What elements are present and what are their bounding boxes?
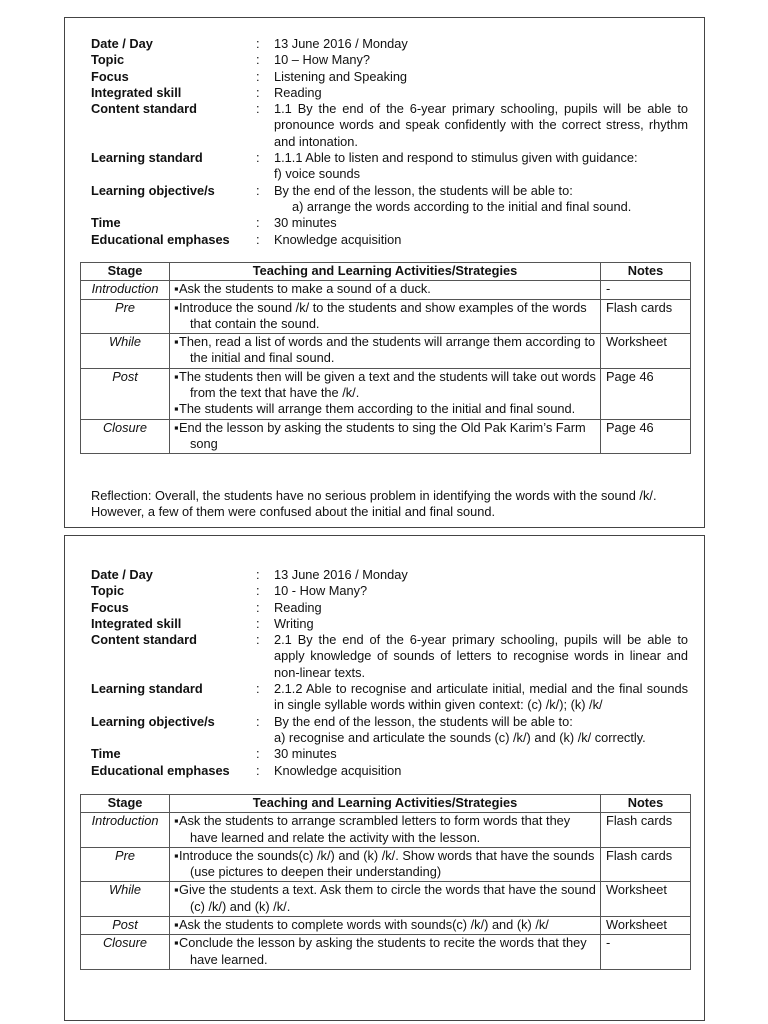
colon: :	[256, 68, 260, 84]
skill-value: Writing	[274, 615, 314, 631]
stage-cell: Introduction	[81, 281, 170, 299]
objective-line: a) arrange the words according to the initial and final sound.	[292, 198, 632, 214]
bullet-icon: ▪	[174, 935, 179, 951]
activity-item	[172, 401, 598, 417]
colon: :	[256, 36, 260, 51]
colon: :	[256, 215, 260, 231]
colon: :	[256, 182, 260, 198]
notes-cell: Page 46	[601, 368, 691, 419]
colon: :	[256, 52, 260, 68]
focus-label: Focus	[91, 599, 129, 615]
content-standard-label: Content standard	[91, 101, 197, 117]
plan-details	[91, 567, 688, 779]
activity-cell	[170, 368, 601, 419]
emphases-label: Educational emphases	[91, 762, 230, 778]
time-row	[91, 215, 688, 231]
topic-row	[91, 52, 688, 68]
focus-row	[91, 600, 688, 616]
notes-header: Notes	[601, 795, 691, 813]
colon: :	[256, 713, 260, 729]
date-row	[91, 567, 688, 583]
notes-cell: Worksheet	[601, 882, 691, 917]
activities-header: Teaching and Learning Activities/Strategies	[170, 263, 601, 281]
activity-text: The students then will be given a text and the students will take out words from the text that have the /k/.	[179, 368, 596, 401]
activity-text: The students will arrange them according to the initial and final sound.	[179, 401, 576, 417]
objective-line: By the end of the lesson, the students will be able to:	[274, 713, 573, 729]
date-label: Date / Day	[91, 36, 153, 51]
activity-cell	[170, 299, 601, 334]
stage-cell: While	[81, 334, 170, 369]
date-label: Date / Day	[91, 567, 153, 582]
bullet-icon: ▪	[174, 281, 179, 297]
activity-cell	[170, 813, 601, 848]
table-row	[81, 334, 691, 369]
table-header-row	[81, 795, 691, 813]
colon: :	[256, 681, 260, 697]
activity-text: Introduce the sounds(c) /k/) and (k) /k/. Show words that have the sounds (use pictures to deepen their understanding)	[179, 847, 595, 880]
notes-cell: -	[601, 935, 691, 970]
notes-cell: Page 46	[601, 419, 691, 454]
notes-header: Notes	[601, 263, 691, 281]
objective-line: a) recognise and articulate the sounds (c) /k/) and (k) /k/ correctly.	[274, 729, 646, 745]
activity-item	[172, 917, 598, 933]
learning-standard-label: Learning standard	[91, 150, 203, 166]
skill-label: Integrated skill	[91, 615, 182, 631]
activity-text: End the lesson by asking the students to sing the Old Pak Karim’s Farm song	[179, 419, 586, 451]
colon: :	[256, 583, 260, 599]
learning-standard-value	[274, 150, 688, 183]
lesson-plan-2	[64, 535, 705, 1021]
focus-row	[91, 69, 688, 85]
colon: :	[256, 101, 260, 117]
time-value: 30 minutes	[274, 215, 337, 231]
activity-item	[172, 935, 598, 968]
time-label: Time	[91, 746, 121, 762]
table-row	[81, 281, 691, 299]
stage-cell: Closure	[81, 419, 170, 454]
stage-cell: Pre	[81, 299, 170, 334]
skill-value: Reading	[274, 84, 322, 100]
activity-text: Conclude the lesson by asking the students to recite the words that they have learned.	[179, 935, 587, 967]
colon: :	[256, 231, 260, 247]
time-value: 30 minutes	[274, 746, 337, 762]
bullet-icon: ▪	[174, 401, 179, 417]
activity-text: Then, read a list of words and the students will arrange them according to the initial and final sound.	[179, 334, 596, 366]
bullet-icon: ▪	[174, 419, 179, 435]
table-row	[81, 813, 691, 848]
notes-cell: Worksheet	[601, 334, 691, 369]
stage-cell: Introduction	[81, 813, 170, 848]
bullet-icon: ▪	[174, 847, 179, 863]
content-standard-row	[91, 632, 688, 681]
table-row	[81, 917, 691, 935]
content-standard-value: 2.1 By the end of the 6-year primary schooling, pupils will be able to apply knowledge of sounds of letters to recognise words in linear and non-linear texts.	[274, 632, 688, 680]
emphases-row	[91, 763, 688, 779]
colon: :	[256, 599, 260, 615]
colon: :	[256, 762, 260, 778]
table-row	[81, 847, 691, 882]
activity-cell	[170, 917, 601, 935]
stage-cell: Closure	[81, 935, 170, 970]
bullet-icon: ▪	[174, 368, 179, 384]
focus-label: Focus	[91, 68, 129, 84]
notes-cell: -	[601, 281, 691, 299]
objective-value	[274, 714, 688, 747]
colon: :	[256, 567, 260, 582]
activity-item	[172, 848, 598, 881]
activity-item	[172, 334, 598, 367]
time-row	[91, 746, 688, 762]
time-label: Time	[91, 215, 121, 231]
skill-row	[91, 85, 688, 101]
reflection-text: Reflection: Overall, the students have no serious problem in identifying the words with the sound /k/. However, a few of them were confused about the initial and final sound.	[91, 488, 657, 520]
objective-row	[91, 714, 688, 747]
activity-cell	[170, 334, 601, 369]
emphases-value: Knowledge acquisition	[274, 231, 402, 247]
content-standard-value: 1.1 By the end of the 6-year primary schooling, pupils will be able to pronounce words and speak confidently with the correct stress, rhythm and intonation.	[274, 101, 688, 149]
date-value: 13 June 2016 / Monday	[274, 36, 408, 51]
stage-cell: Pre	[81, 847, 170, 882]
lesson-plan-1	[64, 17, 705, 528]
table-row	[81, 368, 691, 419]
topic-row	[91, 583, 688, 599]
stage-header: Stage	[81, 795, 170, 813]
stage-header: Stage	[81, 263, 170, 281]
activity-text: Ask the students to make a sound of a duck.	[179, 281, 431, 297]
emphases-value: Knowledge acquisition	[274, 762, 402, 778]
activity-text: Introduce the sound /k/ to the students and show examples of the words that contain the sound.	[179, 299, 587, 331]
objective-label: Learning objective/s	[91, 182, 215, 198]
activity-cell	[170, 419, 601, 454]
activity-item	[172, 813, 598, 846]
activity-item	[172, 300, 598, 333]
bullet-icon: ▪	[174, 334, 179, 350]
activities-table	[80, 262, 691, 454]
activity-text: Ask the students to complete words with sounds(c) /k/) and (k) /k/	[179, 917, 549, 933]
learning-standard-value: 2.1.2 Able to recognise and articulate initial, medial and the final sounds in single syllable words within given context: (c) /k/); (k) /k/	[274, 681, 688, 713]
objective-label: Learning objective/s	[91, 713, 215, 729]
activity-item	[172, 369, 598, 402]
colon: :	[256, 746, 260, 762]
topic-value: 10 - How Many?	[274, 583, 368, 599]
objective-value	[274, 183, 688, 216]
activity-text: Give the students a text. Ask them to circle the words that have the sound (c) /k/) and (k) /k/.	[179, 882, 596, 914]
bullet-icon: ▪	[174, 813, 179, 829]
stage-cell: Post	[81, 368, 170, 419]
activity-item	[172, 882, 598, 915]
table-row	[81, 935, 691, 970]
notes-cell: Flash cards	[601, 847, 691, 882]
colon: :	[256, 84, 260, 100]
learning-standard-row	[91, 681, 688, 714]
plan-details	[91, 36, 688, 248]
notes-cell: Flash cards	[601, 299, 691, 334]
activity-item	[172, 281, 598, 297]
colon: :	[256, 615, 260, 631]
activities-header: Teaching and Learning Activities/Strategies	[170, 795, 601, 813]
learning-standard-label: Learning standard	[91, 681, 203, 697]
date-row	[91, 36, 688, 52]
activity-cell	[170, 847, 601, 882]
activity-cell	[170, 935, 601, 970]
activity-item	[172, 420, 598, 453]
topic-label: Topic	[91, 583, 125, 599]
notes-cell: Worksheet	[601, 917, 691, 935]
focus-value: Reading	[274, 599, 322, 615]
date-value: 13 June 2016 / Monday	[274, 567, 408, 582]
learning-standard-row	[91, 150, 688, 183]
content-standard-label: Content standard	[91, 632, 197, 648]
objective-line: By the end of the lesson, the students will be able to:	[274, 182, 573, 198]
table-row	[81, 419, 691, 454]
notes-cell: Flash cards	[601, 813, 691, 848]
table-row	[81, 882, 691, 917]
activity-cell	[170, 882, 601, 917]
bullet-icon: ▪	[174, 299, 179, 315]
content-standard-row	[91, 101, 688, 150]
table-row	[81, 299, 691, 334]
activity-cell	[170, 281, 601, 299]
learning-standard-line: f) voice sounds	[274, 166, 361, 182]
objective-row	[91, 183, 688, 216]
learning-standard-line: 1.1.1 Able to listen and respond to stimulus given with guidance:	[274, 150, 638, 166]
activities-table	[80, 794, 691, 970]
stage-cell: While	[81, 882, 170, 917]
activity-text: Ask the students to arrange scrambled letters to form words that they have learned and relate the activity with the lesson.	[179, 813, 571, 845]
bullet-icon: ▪	[174, 917, 179, 933]
table-header-row	[81, 263, 691, 281]
bullet-icon: ▪	[174, 882, 179, 898]
skill-row	[91, 616, 688, 632]
focus-value: Listening and Speaking	[274, 68, 408, 84]
topic-label: Topic	[91, 52, 125, 68]
emphases-row	[91, 232, 688, 248]
topic-value: 10 – How Many?	[274, 52, 371, 68]
skill-label: Integrated skill	[91, 84, 182, 100]
colon: :	[256, 150, 260, 166]
stage-cell: Post	[81, 917, 170, 935]
colon: :	[256, 632, 260, 648]
emphases-label: Educational emphases	[91, 231, 230, 247]
